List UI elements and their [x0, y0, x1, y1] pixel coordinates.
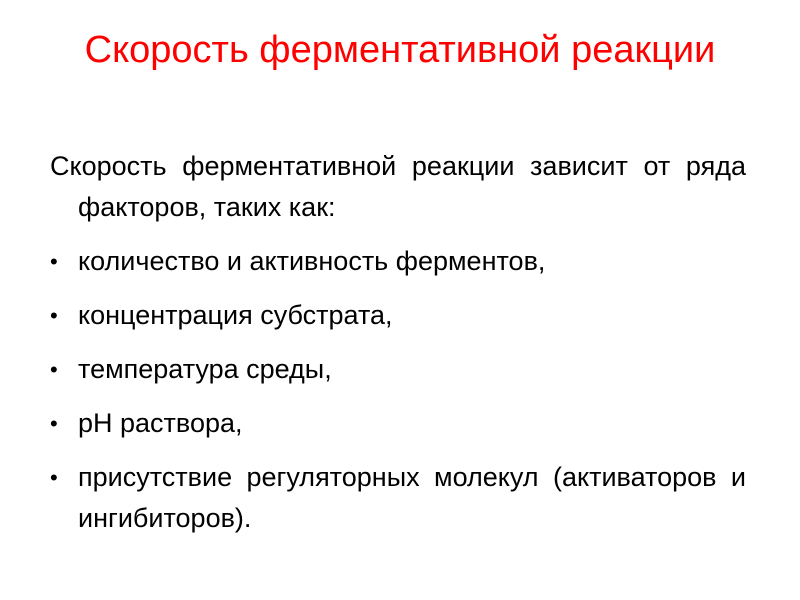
slide-title: Скорость ферментативной реакции — [84, 29, 716, 71]
list-item — [50, 349, 746, 390]
list-item-text: температура среды, — [78, 354, 332, 384]
bullet-icon: • — [50, 303, 58, 328]
list-item — [50, 457, 746, 539]
list-item-text: концентрация субстрата, — [78, 300, 393, 330]
slide-body — [50, 146, 746, 552]
bullet-icon: • — [50, 249, 58, 274]
list-item — [50, 403, 746, 444]
list-item-text: количество и активность ферментов, — [78, 246, 546, 276]
factor-list — [50, 241, 746, 539]
list-item-text: присутствие регуляторных молекул (активаторов и ингибиторов). — [78, 462, 746, 533]
intro-paragraph: Скорость ферментативной реакции зависит от ряда факторов, таких как: — [50, 151, 746, 222]
bullet-icon: • — [50, 465, 58, 490]
list-item — [50, 241, 746, 282]
list-item — [50, 295, 746, 336]
bullet-icon: • — [50, 411, 58, 436]
list-item-text: pH раствора, — [78, 408, 243, 438]
bullet-icon: • — [50, 357, 58, 382]
